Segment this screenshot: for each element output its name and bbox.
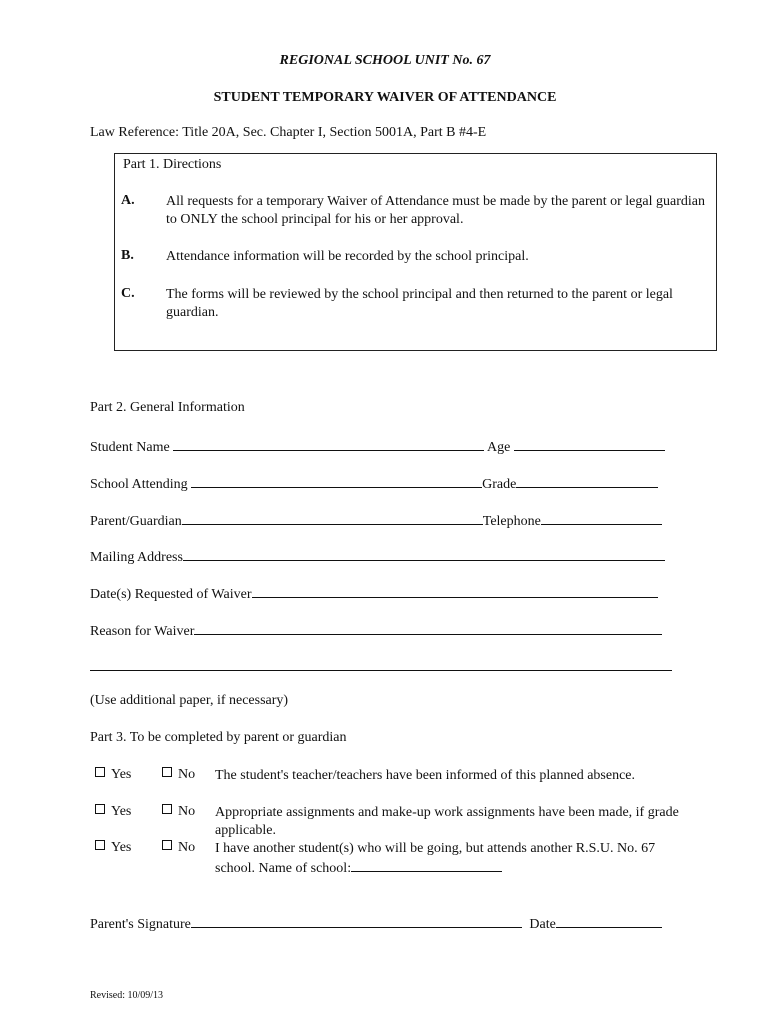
dates-requested-field[interactable]: [252, 584, 658, 598]
q2-yes-checkbox[interactable]: [95, 804, 105, 814]
date-label: Date: [529, 917, 556, 932]
student-name-label: Student Name: [90, 440, 170, 455]
q2-yes-option[interactable]: [95, 804, 131, 820]
q2-no-option[interactable]: [162, 804, 195, 820]
q3-no-checkbox[interactable]: [162, 840, 172, 850]
q3-yes-label: Yes: [111, 840, 132, 855]
age-label: Age: [486, 440, 511, 455]
student-name-field[interactable]: [173, 437, 484, 451]
q3-yes-checkbox[interactable]: [95, 840, 105, 850]
grade-field[interactable]: [516, 474, 658, 488]
q3-no-option[interactable]: [162, 840, 195, 856]
telephone-label: Telephone: [482, 514, 541, 529]
dates-requested-row: [90, 584, 658, 603]
reason-field-continued[interactable]: [90, 657, 672, 671]
reason-label: Reason for Waiver: [90, 624, 195, 639]
mailing-address-field[interactable]: [183, 547, 665, 561]
direction-letter-b: B.: [121, 248, 134, 263]
q1-yes-checkbox[interactable]: [95, 767, 105, 777]
q1-no-checkbox[interactable]: [162, 767, 172, 777]
reason-row: [90, 621, 662, 640]
parent-guardian-field[interactable]: [182, 511, 483, 525]
q3-no-label: No: [178, 840, 196, 855]
q3-yes-option[interactable]: [95, 840, 131, 856]
age-field[interactable]: [514, 437, 665, 451]
q2-no-checkbox[interactable]: [162, 804, 172, 814]
direction-text-a: All requests for a temporary Waiver of Attendance must be made by the parent or legal guardian to ONLY the school principal for his or her approval.: [166, 194, 705, 227]
q1-statement: The student's teacher/teachers have been informed of this planned absence.: [215, 768, 636, 783]
q1-yes-label: Yes: [111, 767, 132, 782]
part1-heading: Part 1. Directions: [123, 157, 222, 172]
form-subtitle: STUDENT TEMPORARY WAIVER OF ATTENDANCE: [213, 90, 557, 105]
mailing-address-row: [90, 547, 665, 566]
name-of-school-field[interactable]: [351, 858, 502, 872]
parent-signature-field[interactable]: [191, 914, 522, 928]
part2-heading: Part 2. General Information: [90, 400, 245, 415]
revised-date: Revised: 10/09/13: [90, 990, 164, 1001]
school-attending-field[interactable]: [191, 474, 482, 488]
dates-requested-label: Date(s) Requested of Waiver: [90, 587, 252, 602]
q2-no-label: No: [178, 804, 196, 819]
mailing-address-label: Mailing Address: [90, 550, 183, 565]
school-attending-label: School Attending: [90, 477, 188, 492]
direction-text-c: The forms will be reviewed by the school principal and then returned to the parent or legal guardian.: [166, 287, 673, 320]
reason-field[interactable]: [194, 621, 662, 635]
parent-signature-label: Parent's Signature: [90, 917, 191, 932]
q2-yes-label: Yes: [111, 804, 132, 819]
reason-continuation-row: [90, 657, 672, 676]
direction-text-b: Attendance information will be recorded by the school principal.: [166, 249, 529, 264]
direction-letter-a: A.: [121, 193, 135, 208]
form-title: REGIONAL SCHOOL UNIT No. 67: [279, 53, 491, 68]
telephone-field[interactable]: [541, 511, 662, 525]
direction-letter-c: C.: [121, 286, 135, 301]
q1-no-label: No: [178, 767, 196, 782]
parent-guardian-label: Parent/Guardian: [90, 514, 182, 529]
additional-paper-note: (Use additional paper, if necessary): [90, 693, 289, 708]
q2-statement: Appropriate assignments and make-up work assignments have been made, if grade applicable.: [215, 805, 679, 838]
q1-no-option[interactable]: [162, 767, 195, 783]
parent-guardian-row: [90, 511, 662, 530]
student-name-row: [90, 437, 665, 456]
law-reference: Law Reference: Title 20A, Sec. Chapter I, Section 5001A, Part B #4-E: [90, 125, 487, 140]
school-attending-row: [90, 474, 658, 493]
q3-statement: I have another student(s) who will be going, but attends another R.S.U. No. 67 school. Name of school:: [215, 841, 656, 876]
date-field[interactable]: [556, 914, 662, 928]
grade-label: Grade: [482, 477, 517, 492]
part3-heading: Part 3. To be completed by parent or guardian: [90, 730, 347, 745]
q3-statement-wrap: [215, 840, 685, 878]
signature-row: [90, 914, 662, 933]
q1-yes-option[interactable]: [95, 767, 131, 783]
